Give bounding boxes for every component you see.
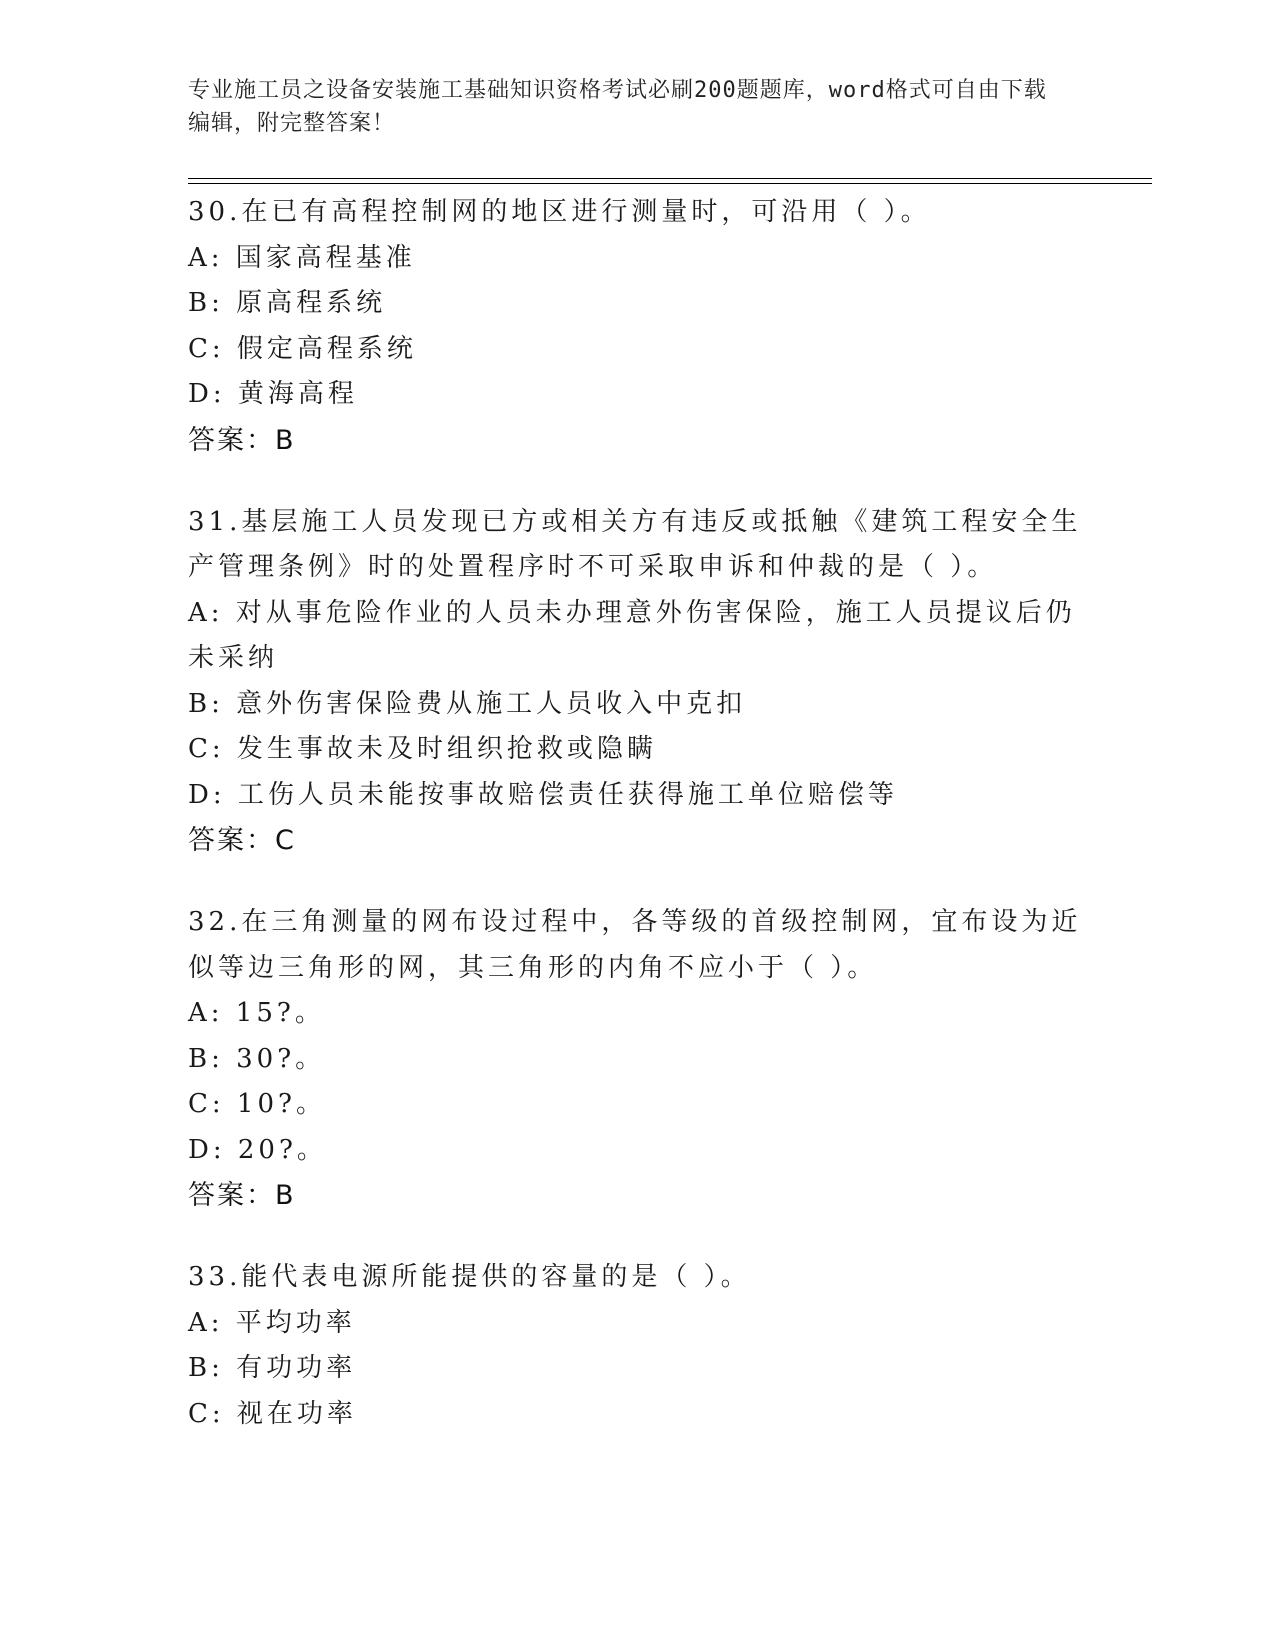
option-b: B: 有功功率 — [188, 1353, 357, 1383]
header-rule-top — [188, 178, 1152, 179]
question-stem: 33.能代表电源所能提供的容量的是（ ）。 — [188, 1262, 751, 1292]
question-33 — [188, 1255, 1088, 1437]
option-d: D: 工伤人员未能按事故赔偿责任获得施工单位赔偿等 — [188, 779, 898, 810]
question-31 — [188, 500, 1088, 865]
option-b: B: 原高程系统 — [188, 288, 387, 318]
question-stem: 31.基层施工人员发现已方或相关方有违反或抵触《建筑工程安全生产管理条例》时的处置程序时不可采取申诉和仲裁的是（ ）。 — [188, 506, 1082, 582]
answer-label: 答案：B — [188, 424, 296, 456]
question-30 — [188, 190, 1088, 464]
option-d: D: 黄海高程 — [188, 379, 358, 409]
option-a: A: 国家高程基准 — [188, 242, 416, 273]
option-b: B: 30?。 — [188, 1043, 326, 1074]
question-stem: 30.在已有高程控制网的地区进行测量时，可沿用（ ）。 — [188, 197, 931, 227]
option-c: C: 假定高程系统 — [188, 333, 417, 364]
option-d: D: 20?。 — [188, 1134, 327, 1165]
option-c: C: 视在功率 — [188, 1398, 357, 1429]
answer-label: 答案：C — [188, 825, 296, 856]
option-a: A: 平均功率 — [188, 1307, 356, 1338]
option-c: C: 10?。 — [188, 1089, 326, 1119]
header-rule-bottom — [188, 183, 1152, 184]
option-a: A: 对从事危险作业的人员未办理意外伤害保险，施工人员提议后仍未采纳 — [188, 597, 1076, 673]
option-b: B: 意外伤害保险费从施工人员收入中克扣 — [188, 688, 747, 719]
option-a: A: 15?。 — [188, 998, 325, 1028]
document-header: 专业施工员之设备安装施工基础知识资格考试必刷200题题库，word格式可自由下载编辑，附完整答案！ — [188, 78, 1047, 136]
question-list — [188, 190, 1088, 1473]
question-32 — [188, 900, 1088, 1219]
answer-label: 答案：B — [188, 1180, 296, 1211]
question-stem: 32.在三角测量的网布设过程中，各等级的首级控制网，宜布设为近似等边三角形的网，其三角形的内角不应小于（ ）。 — [188, 907, 1082, 983]
option-c: C: 发生事故未及时组织抢救或隐瞒 — [188, 734, 657, 764]
